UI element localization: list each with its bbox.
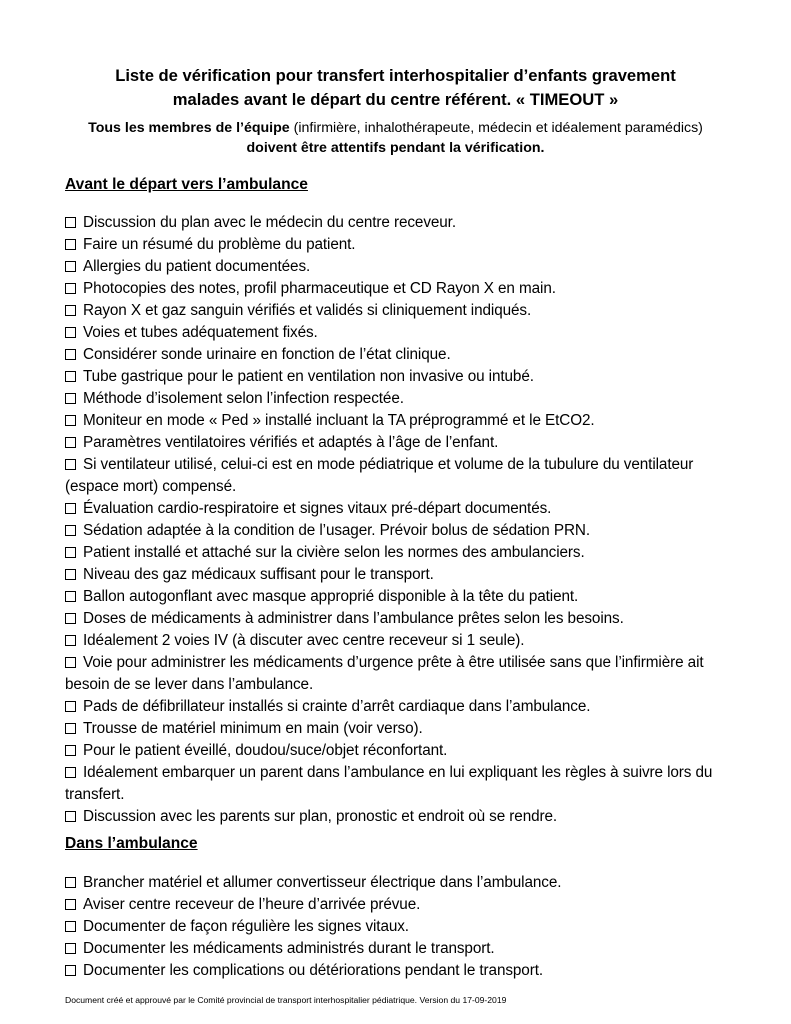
checklist-item-text: Voies et tubes adéquatement fixés. [83,324,318,341]
checklist-item-text: Rayon X et gaz sanguin vérifiés et validés si cliniquement indiqués. [83,302,532,319]
checklist-item [65,432,735,454]
checkbox-icon[interactable] [65,943,76,954]
checkbox-icon[interactable] [65,591,76,602]
checklist-item-text: Documenter les médicaments administrés durant le transport. [83,940,495,957]
intro-bold: Tous les membres de l’équipe [88,120,290,136]
checkbox-icon[interactable] [65,635,76,646]
checklist-item [65,278,735,300]
checklist-item [65,938,735,960]
checkbox-icon[interactable] [65,415,76,426]
checkbox-icon[interactable] [65,613,76,624]
intro-text [40,118,751,158]
checkbox-icon[interactable] [65,239,76,250]
checklist-item-text: Si ventilateur utilisé, celui-ci est en mode pédiatrique et volume de la tubulure du ventilateur (espace mort) compensé. [65,456,694,495]
checklist-item-text: Moniteur en mode « Ped » installé incluant la TA préprogrammé et le EtCO2. [83,412,595,429]
checklist-item-text: Paramètres ventilatoires vérifiés et adaptés à l’âge de l’enfant. [83,434,499,451]
intro-line-2: doivent être attentifs pendant la vérification. [246,140,545,156]
checklist-item [65,520,735,542]
intro-line-1 [40,118,751,138]
checklist-item [65,212,735,234]
checklist-item [65,872,735,894]
checklist-item [65,366,735,388]
checkbox-icon[interactable] [65,877,76,888]
checklist-item [65,718,735,740]
checkbox-icon[interactable] [65,217,76,228]
checklist-item [65,652,735,696]
checklist-item-text: Brancher matériel et allumer convertisseur électrique dans l’ambulance. [83,874,562,891]
checklist-item-text: Voie pour administrer les médicaments d’urgence prête à être utilisée sans que l’infirmière ait besoin de se lever dans l’ambulance. [65,654,704,693]
checklist-item [65,916,735,938]
document-title [40,64,751,112]
checklist-item [65,894,735,916]
checklist-item [65,608,735,630]
checklist-item-text: Ballon autogonflant avec masque approprié disponible à la tête du patient. [83,588,579,605]
title-line-1: Liste de vérification pour transfert interhospitalier d’enfants gravement [115,66,676,85]
checklist-item-text: Idéalement embarquer un parent dans l’ambulance en lui expliquant les règles à suivre lors du transfert. [65,764,713,803]
checklist-item-text: Pads de défibrillateur installés si crainte d’arrêt cardiaque dans l’ambulance. [83,698,591,715]
checkbox-icon[interactable] [65,349,76,360]
checklist-item-text: Sédation adaptée à la condition de l’usager. Prévoir bolus de sédation PRN. [83,522,590,539]
checkbox-icon[interactable] [65,327,76,338]
checkbox-icon[interactable] [65,811,76,822]
checklist-item [65,498,735,520]
checklist-item [65,806,735,828]
checkbox-icon[interactable] [65,899,76,910]
checkbox-icon[interactable] [65,305,76,316]
intro-rest: (infirmière, inhalothérapeute, médecin et idéalement paramédics) [289,120,703,136]
checkbox-icon[interactable] [65,283,76,294]
checkbox-icon[interactable] [65,767,76,778]
checklist-item [65,388,735,410]
checklist-item [65,630,735,652]
section-heading-before-departure: Avant le départ vers l’ambulance [65,176,308,193]
checklist-item [65,322,735,344]
checklist-item-text: Considérer sonde urinaire en fonction de l’état clinique. [83,346,451,363]
checklist-item [65,234,735,256]
checkbox-icon[interactable] [65,503,76,514]
checkbox-icon[interactable] [65,657,76,668]
checklist-item [65,696,735,718]
checkbox-icon[interactable] [65,393,76,404]
checklist-item-text: Patient installé et attaché sur la civière selon les normes des ambulanciers. [83,544,585,561]
checklist-item-text: Photocopies des notes, profil pharmaceutique et CD Rayon X en main. [83,280,556,297]
checklist-item [65,344,735,366]
checklist-item [65,960,735,982]
section-heading-in-ambulance: Dans l’ambulance [65,835,198,852]
checklist-item [65,762,735,806]
checkbox-icon[interactable] [65,965,76,976]
checklist-item-text: Évaluation cardio-respiratoire et signes vitaux pré-départ documentés. [83,500,552,517]
checklist-in-ambulance [65,872,735,982]
title-line-2: malades avant le départ du centre référent. « TIMEOUT » [172,90,619,109]
checklist-item-text: Documenter de façon régulière les signes vitaux. [83,918,409,935]
checklist-item [65,586,735,608]
checklist-item-text: Trousse de matériel minimum en main (voir verso). [83,720,423,737]
checklist-item-text: Pour le patient éveillé, doudou/suce/objet réconfortant. [83,742,448,759]
checklist-item-text: Documenter les complications ou détériorations pendant le transport. [83,962,544,979]
checkbox-icon[interactable] [65,701,76,712]
checkbox-icon[interactable] [65,459,76,470]
checklist-item-text: Tube gastrique pour le patient en ventilation non invasive ou intubé. [83,368,534,385]
checkbox-icon[interactable] [65,547,76,558]
checkbox-icon[interactable] [65,723,76,734]
checklist-item-text: Allergies du patient documentées. [83,258,311,275]
checklist-item-text: Discussion du plan avec le médecin du centre receveur. [83,214,456,231]
checklist-item-text: Méthode d’isolement selon l’infection respectée. [83,390,404,407]
checklist-item [65,542,735,564]
checklist-before-departure [65,212,735,828]
checklist-item-text: Idéalement 2 voies IV (à discuter avec centre receveur si 1 seule). [83,632,525,649]
checklist-item [65,300,735,322]
checklist-item [65,564,735,586]
checklist-item-text: Discussion avec les parents sur plan, pronostic et endroit où se rendre. [83,808,558,825]
checklist-item [65,454,735,498]
checklist-item [65,256,735,278]
checklist-item-text: Niveau des gaz médicaux suffisant pour le transport. [83,566,434,583]
checklist-item-text: Faire un résumé du problème du patient. [83,236,356,253]
checkbox-icon[interactable] [65,921,76,932]
checklist-item-text: Aviser centre receveur de l’heure d’arrivée prévue. [83,896,421,913]
checkbox-icon[interactable] [65,261,76,272]
checklist-item-text: Doses de médicaments à administrer dans l’ambulance prêtes selon les besoins. [83,610,624,627]
footer-note: Document créé et approuvé par le Comité provincial de transport interhospitalier pédiatrique. Version du 17-09-2019 [65,995,507,1005]
checkbox-icon[interactable] [65,437,76,448]
checkbox-icon[interactable] [65,569,76,580]
checklist-item [65,410,735,432]
checklist-item [65,740,735,762]
checkbox-icon[interactable] [65,525,76,536]
checkbox-icon[interactable] [65,371,76,382]
checkbox-icon[interactable] [65,745,76,756]
